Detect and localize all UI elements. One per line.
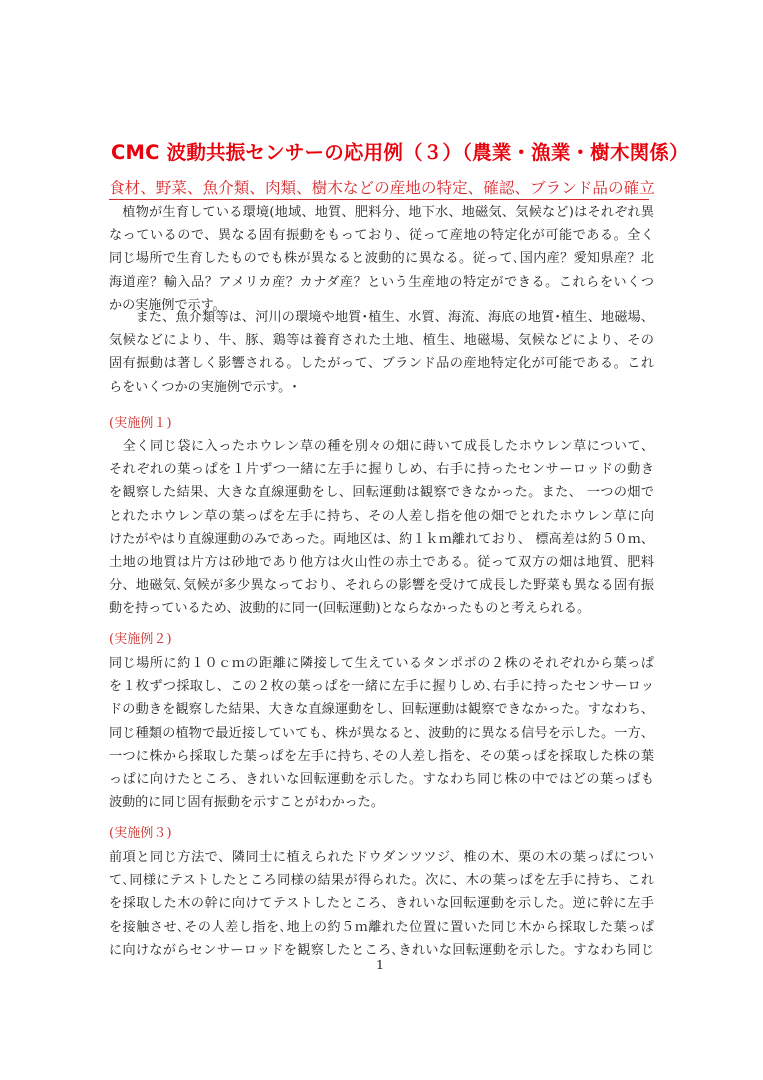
text-line: 波動的に同じ固有振動を示すことがわかった。 [109,795,384,811]
intro-paragraph-1 [109,201,654,317]
text-line: 植物が生育している環境(地域、地質、肥料分、地下水、地磁気、気候など)はそれぞれ異 [109,205,654,220]
text-line: 全く同じ袋に入ったホウレン草の種を別々の畑に蒔いて成長したホウレン草について、 [109,439,654,454]
text-line: 前項と同じ方法で、隣同士に植えられたドウダンツツジ、椎の木、栗の木の葉っぱについ [109,850,654,865]
text-line: を採取した木の幹に向けてテストしたところ、きれいな回転運動を示した。逆に幹に左手 [109,896,654,912]
text-line: 分、地磁気､気候が多少異なっており、それらの影響を受けて成長した野菜も異なる固有振 [109,578,654,594]
example-1-body [109,435,654,621]
example-2-body [109,652,654,814]
text-line: 動を持っているため、波動的に同一(回転運動)とならなかったものと考えられる。 [109,601,591,617]
page-number: 1 [376,957,384,972]
text-line: けたがやはり直線運動のみであった。両地区は、約１ｋｍ離れており、 標高差は約５０ｍ、 [109,531,654,547]
text-line: また、魚介類等は、河川の環境や地質･植生、水質、海流、海底の地質･植生、地磁場、 [109,310,654,325]
text-line: 気候などにより、牛、豚、鶏等は養育された土地、植生、地磁場、気候などにより、その [109,333,654,349]
text-line: っぱに向けたところ、きれいな回転運動を示した。すなわち同じ株の中ではどの葉っぱも [109,772,654,788]
text-line: ドの動きを観察した結果、大きな直線運動をし、回転運動は観察できなかった。すなわち、 [109,702,654,718]
text-line: かの実施例で示す。 [109,297,226,313]
text-line: を接触させ､その人差し指を､地上の約５ｍ離れた位置に置いた同じ木から採取した葉っぱ [109,919,654,935]
text-line: なっているので、異なる固有振動をもっており、従って産地の特定化が可能である。全く [109,228,654,244]
example-3-body [109,846,654,962]
text-line: それぞれの葉っぱを１片ずつ一緒に左手に握りしめ、右手に持ったセンサーロッドの動き [109,462,654,478]
text-line: を１枚ずつ採取し、この２枚の葉っぱを一緒に左手に握りしめ､右手に持ったセンサーロッ [109,679,654,695]
example-2-heading: (実施例２) [109,632,172,647]
text-line: て､同様にテストしたところ同様の結果が得られた。次に、木の葉っぱを左手に持ち、これ [109,873,654,889]
intro-paragraph-2 [109,306,654,399]
text-line: 同じ場所で生育したものでも株が異なると波動的に異なる。従って､国内産？愛知県産？北 [109,251,654,267]
text-line: 同じ種類の植物で最近接していても、株が異なると、波動的に異なる信号を示した。一方、 [109,725,654,741]
text-line: 土地の地質は片方は砂地であり他方は火山性の赤土である。従って双方の畑は地質、肥料 [109,555,654,571]
text-line: を観察した結果、大きな直線運動をし、回転運動は観察できなかった。また、 一つの畑で [109,485,654,501]
page-title: CMC 波動共振センサーの応用例（３）（農業・漁業・樹木関係） [111,141,689,164]
text-line: 同じ場所に約１０ｃｍの距離に隣接して生えているタンポポの２株のそれぞれから葉っぱ [109,656,654,671]
text-line: とれたホウレン草の葉っぱを左手に持ち、その人差し指を他の畑でとれたホウレン草に向 [109,508,654,524]
section-subtitle: 食材、野菜、魚介類、肉類、樹木などの産地の特定、確認、ブランド品の確立 [109,178,649,200]
text-line: に向けながらセンサーロッドを観察したところ､きれいな回転運動を示した。すなわち同じ [109,942,654,958]
text-line: 固有振動は著しく影響される。したがって、ブランド品の産地特定化が可能である。これ [109,356,654,372]
example-1-heading: (実施例１) [109,416,172,431]
text-line: 海道産？輸入品？アメリカ産？カナダ産？という生産地の特定ができる。これらをいくつ [109,274,654,290]
text-line: 一つに株から採取した葉っぱを左手に持ち､その人差し指を、その葉っぱを採取した株の葉 [109,748,654,764]
text-line: らをいくつかの実施例で示す。･ [109,379,298,395]
example-3-heading: (実施例３) [109,826,172,841]
